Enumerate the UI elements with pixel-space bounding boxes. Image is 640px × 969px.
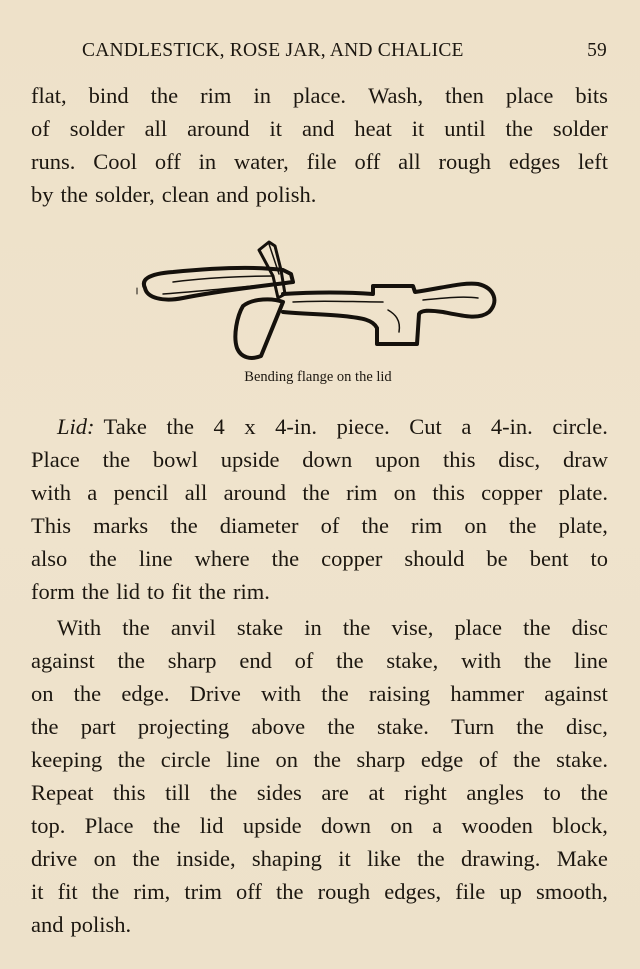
text-line: With the anvil stake in the vise, place the disc bbox=[57, 615, 608, 640]
figure-caption bbox=[0, 369, 640, 386]
text-line: and polish. bbox=[31, 912, 132, 937]
text-line: of solder all around it and heat it until the solder bbox=[31, 116, 608, 141]
text-line: drive on the inside, shaping it like the drawing. Make bbox=[31, 846, 608, 871]
text-line bbox=[31, 410, 608, 443]
text-line: keeping the circle line on the sharp edge of the stake. bbox=[31, 747, 608, 772]
paragraph-anvil-stake bbox=[31, 611, 608, 941]
lid-lead-in: Lid: bbox=[57, 414, 95, 439]
text-line: Repeat this till the sides are at right angles to the bbox=[31, 780, 608, 805]
caption-text: Bending flange on the lid bbox=[244, 369, 392, 385]
text-line: with a pencil all around the rim on this copper plate. bbox=[31, 480, 608, 505]
text-line: by the solder, clean and polish. bbox=[31, 182, 317, 207]
text-line: This marks the diameter of the rim on the plate, bbox=[31, 513, 608, 538]
paragraph-lid bbox=[31, 410, 608, 608]
text-line: top. Place the lid upside down on a wooden block, bbox=[31, 813, 608, 838]
running-head bbox=[82, 40, 607, 62]
text-line: flat, bind the rim in place. Wash, then place bits bbox=[31, 83, 608, 108]
text-line: runs. Cool off in water, file off all rough edges left bbox=[31, 149, 608, 174]
paragraph-solder bbox=[31, 79, 608, 211]
page-number: 59 bbox=[587, 40, 607, 61]
text-line-rest: Take the 4 x 4-in. piece. Cut a 4-in. circle. bbox=[103, 414, 608, 439]
text-line: it fit the rim, trim off the rough edges, file up smooth, bbox=[31, 879, 608, 904]
chapter-title: CANDLESTICK, ROSE JAR, AND CHALICE bbox=[82, 40, 464, 61]
text-line: form the lid to fit the rim. bbox=[31, 579, 270, 604]
text-line: against the sharp end of the stake, with the line bbox=[31, 648, 608, 673]
text-line: also the line where the copper should be bent to bbox=[31, 546, 608, 571]
text-line: on the edge. Drive with the raising hammer against bbox=[31, 681, 608, 706]
text-line: the part projecting above the stake. Turn the disc, bbox=[31, 714, 608, 739]
hammer-and-anvil-stake-illustration bbox=[133, 236, 503, 366]
text-line: Place the bowl upside down upon this disc, draw bbox=[31, 447, 608, 472]
